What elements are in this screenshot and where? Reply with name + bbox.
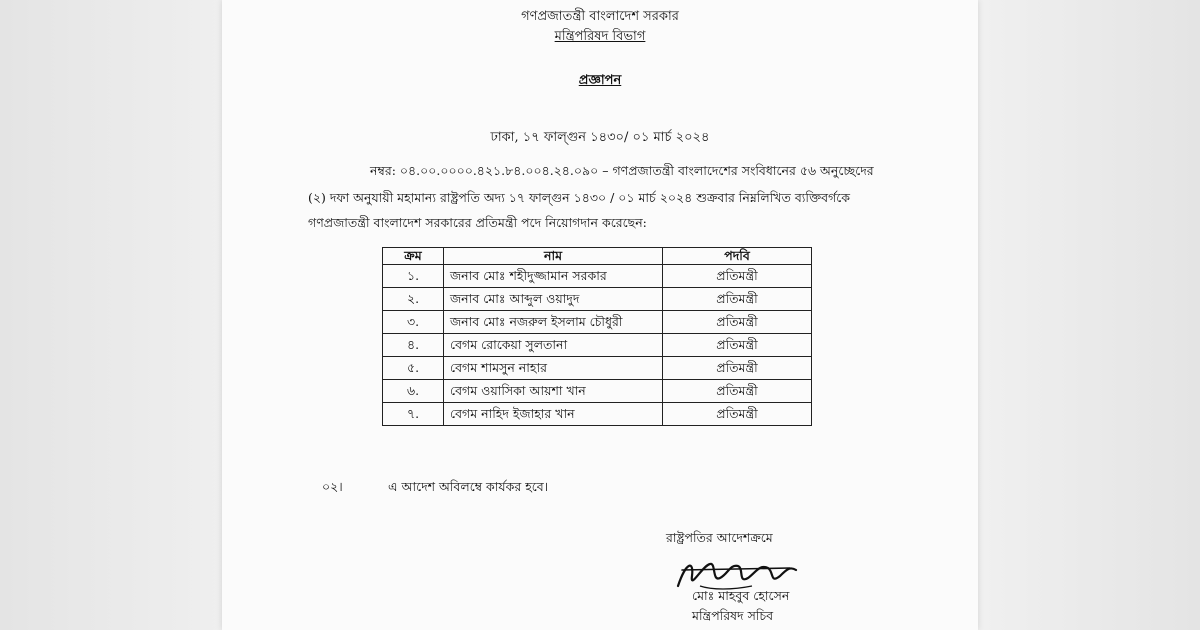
body-line-1: নম্বর: ০৪.০০.০০০০.৪২১.৮৪.০০৪.২৪.০৯০ – গণপ্রজাতন্ত্রী বাংলাদেশের সংবিধানের ৫৬ অনুচ্ছেদের bbox=[370, 163, 874, 178]
table-row bbox=[383, 403, 812, 426]
row-name: জনাব মোঃ আব্দুল ওয়াদুদ bbox=[444, 288, 663, 311]
table-row bbox=[383, 357, 812, 380]
row-serial: ৬. bbox=[383, 380, 444, 403]
date-line: ঢাকা, ১৭ ফাল্গুন ১৪৩০/ ০১ মার্চ ২০২৪ bbox=[490, 130, 710, 145]
row-name: জনাব মোঃ নজরুল ইসলাম চৌধুরী bbox=[444, 311, 663, 334]
order-number: ০২। bbox=[322, 479, 343, 494]
table-header-row bbox=[383, 248, 812, 265]
row-title: প্রতিমন্ত্রী bbox=[663, 380, 812, 403]
body-line-3: গণপ্রজাতন্ত্রী বাংলাদেশ সরকারের প্রতিমন্ত্রী পদে নিয়োগদান করেছেন: bbox=[308, 215, 647, 230]
table-row bbox=[383, 311, 812, 334]
table-row bbox=[383, 288, 812, 311]
row-serial: ১. bbox=[383, 265, 444, 288]
header-serial: ক্রম bbox=[383, 248, 444, 265]
document-page bbox=[222, 0, 978, 630]
order-text: এ আদেশ অবিলম্বে কার্যকর হবে। bbox=[388, 479, 549, 494]
header-name: নাম bbox=[444, 248, 663, 265]
row-title: প্রতিমন্ত্রী bbox=[663, 288, 812, 311]
notification-title: প্রজ্ঞাপন bbox=[578, 73, 622, 88]
government-heading: গণপ্রজাতন্ত্রী বাংলাদেশ সরকার bbox=[521, 9, 679, 24]
row-title: প্রতিমন্ত্রী bbox=[663, 403, 812, 426]
row-name: বেগম রোকেয়া সুলতানা bbox=[444, 334, 663, 357]
row-name: বেগম ওয়াসিকা আয়শা খান bbox=[444, 380, 663, 403]
by-order-line: রাষ্ট্রপতির আদেশক্রমে bbox=[666, 530, 773, 545]
row-name: বেগম নাহিদ ইজাহার খান bbox=[444, 403, 663, 426]
right-background bbox=[978, 0, 1200, 630]
row-serial: ৭. bbox=[383, 403, 444, 426]
row-title: প্রতিমন্ত্রী bbox=[663, 265, 812, 288]
table-row bbox=[383, 380, 812, 403]
table-row bbox=[383, 265, 812, 288]
body-line-2: (২) দফা অনুযায়ী মহামান্য রাষ্ট্রপতি অদ্য ১৭ ফাল্গুন ১৪৩০ / ০১ মার্চ ২০২৪ শুক্রবার নিম্নলিখিত ব্যক্তিবর্গকে bbox=[308, 190, 851, 205]
row-name: বেগম শামসুন নাহার bbox=[444, 357, 663, 380]
table-row bbox=[383, 334, 812, 357]
row-serial: ৪. bbox=[383, 334, 444, 357]
row-serial: ৫. bbox=[383, 357, 444, 380]
row-title: প্রতিমন্ত্রী bbox=[663, 334, 812, 357]
row-serial: ২. bbox=[383, 288, 444, 311]
row-serial: ৩. bbox=[383, 311, 444, 334]
row-name: জনাব মোঃ শহীদুজ্জামান সরকার bbox=[444, 265, 663, 288]
header-title: পদবি bbox=[663, 248, 812, 265]
signer-name: মোঃ মাহবুব হোসেন bbox=[692, 588, 790, 603]
division-heading: মন্ত্রিপরিষদ বিভাগ bbox=[554, 29, 646, 44]
left-background bbox=[0, 0, 222, 630]
row-title: প্রতিমন্ত্রী bbox=[663, 357, 812, 380]
appointees-table bbox=[382, 247, 812, 426]
signer-designation: মন্ত্রিপরিষদ সচিব bbox=[692, 608, 774, 623]
row-title: প্রতিমন্ত্রী bbox=[663, 311, 812, 334]
